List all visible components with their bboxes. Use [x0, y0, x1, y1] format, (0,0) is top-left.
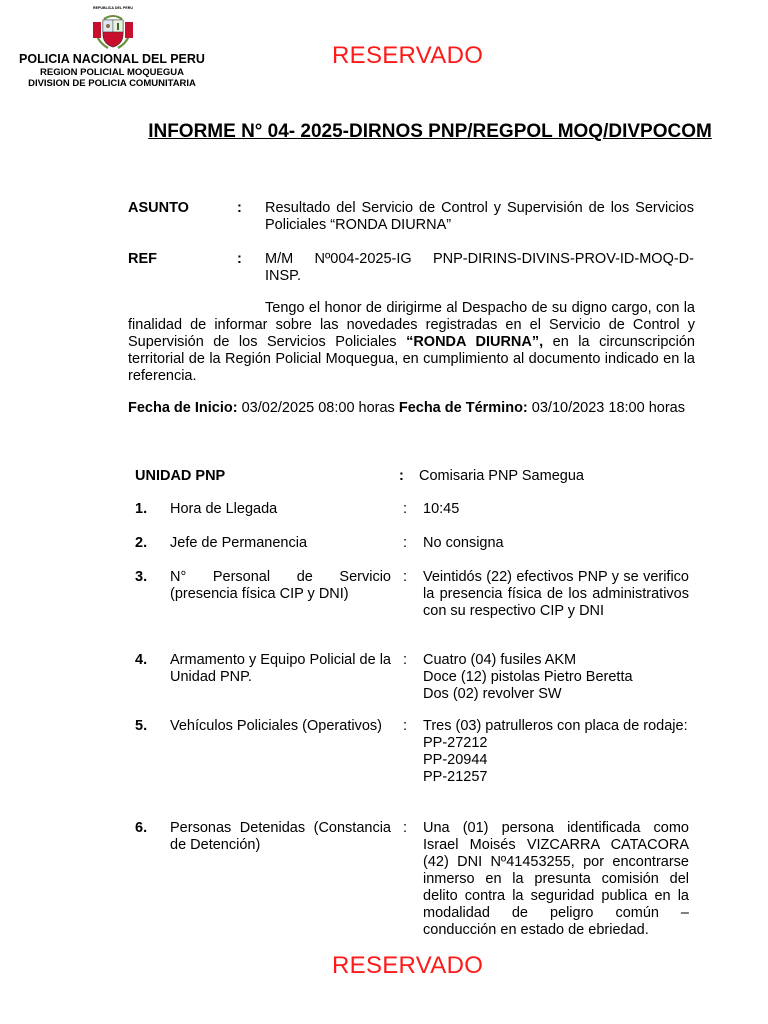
start-date-label: Fecha de Inicio:: [128, 400, 238, 416]
intro-paragraph: [128, 300, 695, 385]
item-value: Una (01) persona identificada como Israel Moisés VIZCARRA CATACORA (42) DNI Nº41453255, por encontrarse inmerso en la presunta comisión del delito contra la seguridad publica en la modalidad de peligro común – conducción en estado de ebriedad.: [423, 820, 689, 938]
weapon-line: Doce (12) pistolas Pietro Beretta: [423, 669, 633, 685]
vehicle-plate: PP-27212: [423, 735, 488, 751]
item-label: Jefe de Permanencia: [170, 535, 308, 551]
item-number: 1.: [135, 501, 148, 517]
ref-label: REF: [128, 251, 157, 267]
asunto-colon: :: [237, 200, 242, 216]
vehicle-summary: Tres (03) patrulleros con placa de rodaje:: [423, 718, 688, 734]
classification-footer: RESERVADO: [332, 952, 484, 979]
item-value: 10:45: [423, 501, 460, 517]
crest-caption: REPUBLICA DEL PERU: [93, 6, 133, 10]
item-value-list: [423, 652, 689, 703]
unit-colon: :: [399, 468, 404, 484]
item-label: Hora de Llegada: [170, 501, 278, 517]
item-label: Armamento y Equipo Policial de la Unidad PNP.: [170, 652, 391, 685]
item-value: No consigna: [423, 535, 504, 551]
vehicle-plate: PP-20944: [423, 752, 488, 768]
intro-text-start: Tengo el honor de dirigirme al Despacho de su digno cargo, con la finalidad de informar sobre las novedades registradas en el Servicio de Control y Supervisión de los Servicios Policiales: [128, 300, 695, 350]
vehicle-plate: PP-21257: [423, 769, 488, 785]
item-colon: :: [403, 535, 408, 551]
item-colon: :: [403, 569, 408, 585]
item-label: Vehículos Policiales (Operativos): [170, 718, 382, 734]
item-colon: :: [403, 501, 408, 517]
item-number: 3.: [135, 569, 148, 585]
end-date-label: Fecha de Término:: [398, 400, 528, 416]
unit-value: Comisaria PNP Samegua: [419, 468, 584, 484]
item-number: 2.: [135, 535, 148, 551]
start-date-value: 03/02/2025 08:00 horas: [237, 400, 399, 416]
item-number: 4.: [135, 652, 148, 668]
classification-header: RESERVADO: [332, 42, 484, 69]
weapon-line: Cuatro (04) fusiles AKM: [423, 652, 577, 668]
ref-text: M/M Nº004-2025-IG PNP-DIRINS-DIVINS-PROV-ID-MOQ-D-INSP.: [265, 251, 694, 284]
date-range: [128, 400, 700, 417]
item-number: 5.: [135, 718, 148, 734]
item-value: Veintidós (22) efectivos PNP y se verifico la presencia física de los administrativos con su respectivo CIP y DNI: [423, 569, 689, 619]
item-colon: :: [403, 820, 408, 836]
ref-colon: :: [237, 251, 242, 267]
organization-division: DIVISION DE POLICIA COMUNITARIA: [28, 78, 196, 89]
national-crest-icon: [90, 4, 136, 52]
item-number: 6.: [135, 820, 148, 836]
organization-name: POLICIA NACIONAL DEL PERU: [19, 52, 205, 66]
organization-region: REGION POLICIAL MOQUEGUA: [40, 67, 184, 78]
item-label: Personas Detenidas (Constancia de Detención): [170, 820, 391, 853]
asunto-label: ASUNTO: [128, 200, 189, 216]
asunto-text: Resultado del Servicio de Control y Supervisión de los Servicios Policiales “RONDA DIURNA”: [265, 200, 694, 233]
item-label: N° Personal de Servicio (presencia física CIP y DNI): [170, 569, 391, 602]
report-title: INFORME N° 04- 2025-DIRNOS PNP/REGPOL MOQ/DIVPOCOM: [148, 121, 712, 142]
unit-label: UNIDAD PNP: [135, 468, 226, 484]
item-value-list: [423, 718, 689, 786]
item-colon: :: [403, 718, 408, 734]
intro-bold: “RONDA DIURNA”,: [406, 334, 544, 350]
weapon-line: Dos (02) revolver SW: [423, 686, 562, 702]
intro-text-end: en la circunscripción territorial de la Región Policial Moquegua, en cumplimiento al documento indicado en la referencia.: [128, 334, 695, 384]
end-date-value: 03/10/2023 18:00 horas: [527, 400, 685, 416]
item-colon: :: [403, 652, 408, 668]
